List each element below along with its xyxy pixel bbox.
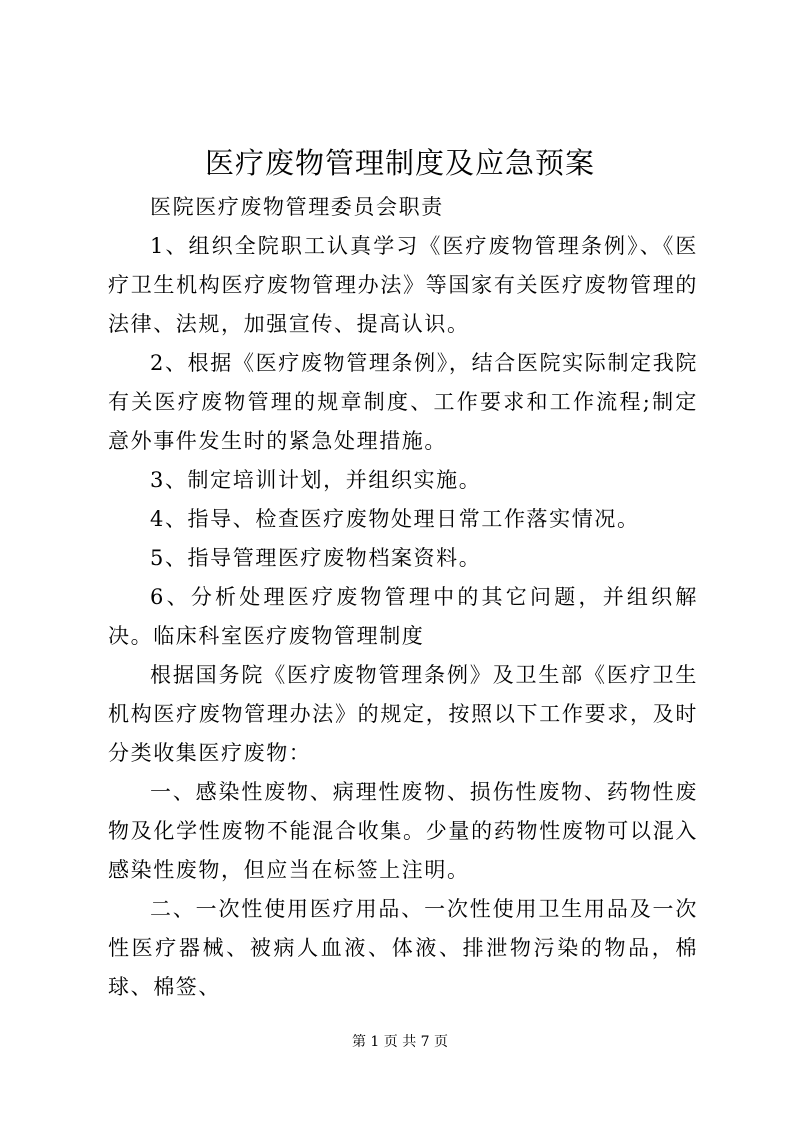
paragraph-regulation-basis: 根据国务院《医疗废物管理条例》及卫生部《医疗卫生机构医疗废物管理办法》的规定，按照以下工作要求，及时分类收集医疗废物： [108, 663, 698, 765]
paragraph-item-6: 6、分析处理医疗废物管理中的其它问题，并组织解决。临床科室医疗废物管理制度 [108, 585, 698, 648]
paragraph-rule-2: 二、一次性使用医疗用品、一次性使用卫生用品及一次性医疗器械、被病人血液、体液、排泄物污染的物品，棉球、棉签、 [108, 897, 698, 999]
paragraph-rule-1: 一、感染性废物、病理性废物、损伤性废物、药物性废物及化学性废物不能混合收集。少量的药物性废物可以混入感染性废物，但应当在标签上注明。 [108, 780, 698, 882]
document-body [108, 188, 698, 1007]
paragraph-item-2: 2、根据《医疗废物管理条例》，结合医院实际制定我院有关医疗废物管理的规章制度、工作要求和工作流程;制定意外事件发生时的紧急处理措施。 [108, 351, 698, 453]
document-title: 医疗废物管理制度及应急预案 [204, 146, 595, 180]
paragraph-item-5: 5、指导管理医疗废物档案资料。 [150, 546, 482, 570]
paragraph-item-1: 1、组织全院职工认真学习《医疗废物管理条例》、《医疗卫生机构医疗废物管理办法》等国家有关医疗废物管理的法律、法规，加强宣传、提高认识。 [108, 234, 698, 336]
paragraph-item-3: 3、制定培训计划，并组织实施。 [150, 468, 482, 492]
paragraph-committee-duties-heading: 医院医疗废物管理委员会职责 [150, 195, 444, 219]
page-number-footer: 第 1 页 共 7 页 [351, 1034, 449, 1050]
paragraph-item-4: 4、指导、检查医疗废物处理日常工作落实情况。 [150, 507, 640, 531]
